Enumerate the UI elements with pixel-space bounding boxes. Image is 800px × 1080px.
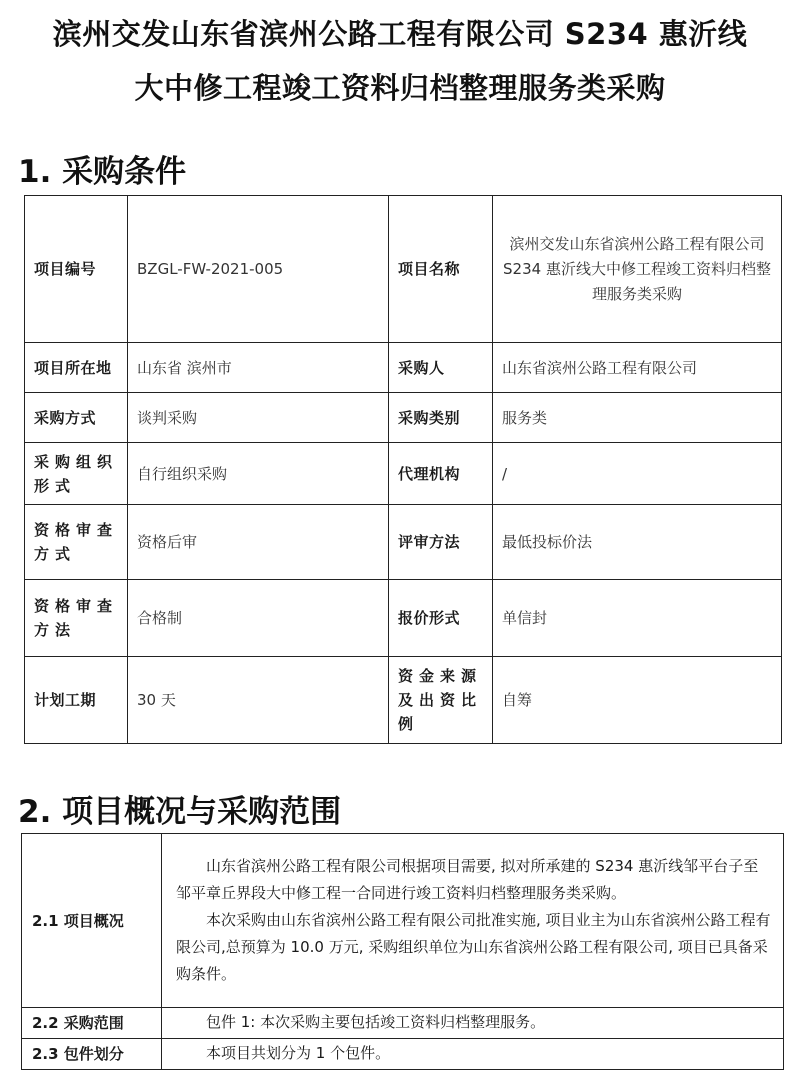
funding-source-label: 资金来源及出资比例 — [389, 657, 493, 744]
project-overview-paragraph-2: 本次采购由山东省滨州公路工程有限公司批准实施, 项目业主为山东省滨州公路工程有限公司,总预算为 10.0 万元, 采购组织单位为山东省滨州公路工程有限公司, 项目已具备采购条件。 — [176, 910, 771, 983]
project-number-value: BZGL-FW-2021-005 — [128, 196, 389, 343]
procurement-category-value: 服务类 — [493, 393, 782, 443]
organization-form-label: 采购组织形式 — [25, 443, 128, 505]
qualification-review-method-label: 资格审查方法 — [25, 580, 128, 657]
table-row — [25, 657, 782, 744]
procurement-category-label: 采购类别 — [389, 393, 493, 443]
lot-division-paragraph: 本项目共划分为 1 个包件。 — [206, 1044, 391, 1062]
project-overview-content — [162, 834, 784, 1008]
quotation-form-value: 单信封 — [493, 580, 782, 657]
planned-duration-label: 计划工期 — [25, 657, 128, 744]
table-row — [22, 1039, 784, 1070]
project-overview-table — [21, 833, 784, 1070]
evaluation-method-label: 评审方法 — [389, 505, 493, 580]
purchaser-label: 采购人 — [389, 343, 493, 393]
table-row — [25, 196, 782, 343]
table-row — [25, 343, 782, 393]
evaluation-method-value: 最低投标价法 — [493, 505, 782, 580]
section-1-heading: 1. 采购条件 — [18, 154, 187, 190]
qualification-review-mode-label: 资格审查方式 — [25, 505, 128, 580]
project-number-label: 项目编号 — [25, 196, 128, 343]
table-row — [25, 393, 782, 443]
agency-label: 代理机构 — [389, 443, 493, 505]
procurement-method-label: 采购方式 — [25, 393, 128, 443]
project-location-value: 山东省 滨州市 — [128, 343, 389, 393]
purchaser-value: 山东省滨州公路工程有限公司 — [493, 343, 782, 393]
table-row — [22, 834, 784, 1008]
project-overview-label: 2.1 项目概况 — [22, 834, 162, 1008]
procurement-scope-label: 2.2 采购范围 — [22, 1008, 162, 1039]
table-row — [25, 443, 782, 505]
procurement-method-value: 谈判采购 — [128, 393, 389, 443]
document-title-line-2: 大中修工程竣工资料归档整理服务类采购 — [134, 71, 666, 105]
table-row — [22, 1008, 784, 1039]
qualification-review-mode-value: 资格后审 — [128, 505, 389, 580]
funding-source-value: 自筹 — [493, 657, 782, 744]
procurement-scope-paragraph: 包件 1: 本次采购主要包括竣工资料归档整理服务。 — [206, 1013, 546, 1031]
section-2-heading: 2. 项目概况与采购范围 — [18, 794, 342, 830]
agency-value: / — [493, 443, 782, 505]
organization-form-value: 自行组织采购 — [128, 443, 389, 505]
project-name-value: 滨州交发山东省滨州公路工程有限公司 S234 惠沂线大中修工程竣工资料归档整理服务类采购 — [493, 196, 782, 343]
project-name-label: 项目名称 — [389, 196, 493, 343]
lot-division-content — [162, 1039, 784, 1070]
document-title-line-1: 滨州交发山东省滨州公路工程有限公司 S234 惠沂线 — [52, 17, 748, 51]
planned-duration-value: 30 天 — [128, 657, 389, 744]
quotation-form-label: 报价形式 — [389, 580, 493, 657]
project-location-label: 项目所在地 — [25, 343, 128, 393]
project-overview-paragraph-1: 山东省滨州公路工程有限公司根据项目需要, 拟对所承建的 S234 惠沂线邹平台子至邹平章丘界段大中修工程一合同进行竣工资料归档整理服务类采购。 — [176, 856, 759, 902]
qualification-review-method-value: 合格制 — [128, 580, 389, 657]
table-row — [25, 580, 782, 657]
procurement-conditions-table — [24, 195, 782, 744]
procurement-scope-content — [162, 1008, 784, 1039]
table-row — [25, 505, 782, 580]
lot-division-label: 2.3 包件划分 — [22, 1039, 162, 1070]
